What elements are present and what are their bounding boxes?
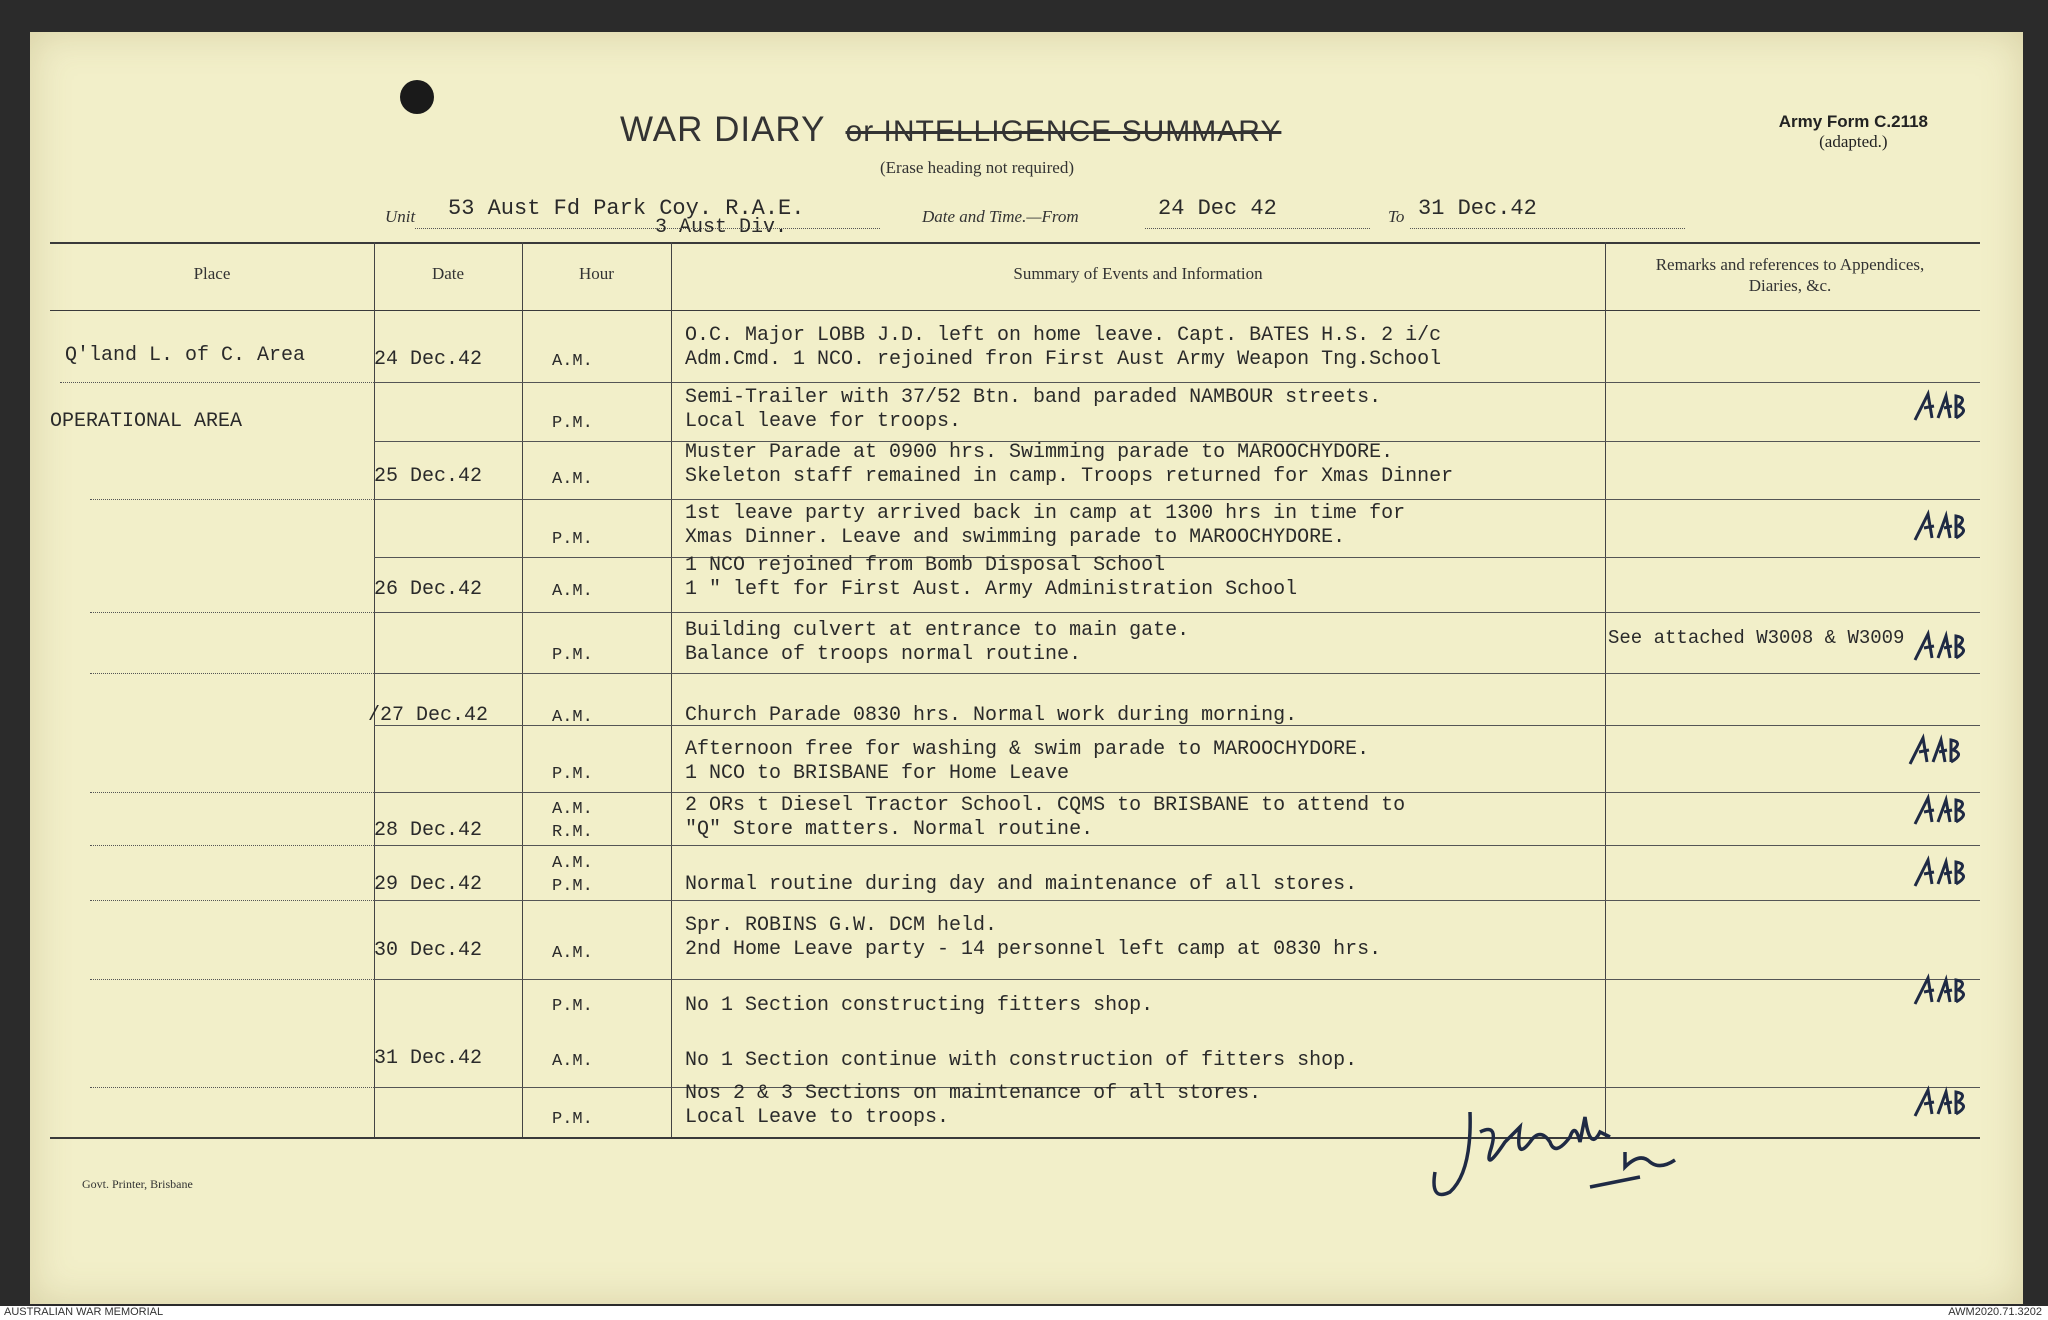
date-entry: /27 Dec.42 — [368, 704, 489, 727]
col-header-remarks: Remarks and references to Appendices, Diaries, &c. — [1655, 255, 1925, 295]
hour-entry: A.M. — [552, 944, 593, 963]
row-rule — [374, 792, 1980, 793]
handwritten-initials-icon — [1910, 972, 1970, 1012]
summary-line: Local leave for troops. — [685, 410, 962, 433]
hour-entry: P.M. — [552, 877, 593, 896]
from-date-value: 24 Dec 42 — [1158, 196, 1277, 221]
printer-imprint: Govt. Printer, Brisbane — [82, 1177, 193, 1191]
summary-line: Local Leave to troops. — [685, 1106, 950, 1129]
summary-line: Building culvert at entrance to main gate. — [685, 619, 1190, 642]
place-entry: OPERATIONAL AREA — [50, 410, 243, 433]
summary-line: 2 ORs t Diesel Tractor School. CQMS to BRISBANE to attend to — [685, 794, 1406, 817]
to-date-value: 31 Dec.42 — [1418, 196, 1537, 221]
place-rule — [90, 673, 374, 674]
archive-caption-strip — [0, 1306, 2048, 1320]
hour-entry: A.M. — [552, 708, 593, 727]
col-divider-place — [374, 242, 375, 1137]
unit-value: 53 Aust Fd Park Coy. R.A.E. — [448, 196, 805, 221]
handwritten-initials-icon — [1905, 732, 1965, 772]
title-war-diary: WAR DIARY — [620, 110, 825, 149]
handwritten-initials-icon — [1910, 388, 1970, 428]
title-struck-intelligence-summary: or INTELLIGENCE SUMMARY — [845, 115, 1282, 148]
hour-entry: A.M. — [552, 800, 593, 819]
date-entry: 29 Dec.42 — [374, 873, 483, 896]
date-entry: 31 Dec.42 — [374, 1047, 483, 1070]
col-header-place: Place — [193, 264, 231, 283]
date-entry: 26 Dec.42 — [374, 578, 483, 601]
summary-line: No 1 Section continue with construction of fitters shop. — [685, 1049, 1358, 1072]
form-reference — [1779, 112, 1928, 152]
page-title — [620, 110, 1281, 150]
col-divider-date — [522, 242, 523, 1137]
summary-line: O.C. Major LOBB J.D. left on home leave. Capt. BATES H.S. 2 i/c — [685, 324, 1442, 347]
hour-entry: A.M. — [552, 1052, 593, 1071]
place-rule — [60, 382, 374, 383]
form-number: Army Form C.2118 — [1778, 112, 1928, 131]
summary-line: Afternoon free for washing & swim parade to MAROOCHYDORE. — [685, 738, 1370, 761]
handwritten-initials-icon — [1910, 854, 1970, 894]
place-rule — [90, 979, 374, 980]
unit-label: Unit — [385, 207, 416, 226]
to-underline — [1410, 228, 1685, 229]
place-rule — [90, 1087, 374, 1088]
handwritten-initials-icon — [1910, 628, 1970, 668]
hour-entry: A.M. — [552, 470, 593, 489]
row-rule — [374, 612, 1980, 613]
handwritten-signature-icon — [1410, 1092, 1770, 1222]
handwritten-initials-icon — [1910, 792, 1970, 832]
archive-caption-right: AWM2020.71.3202 — [1948, 1306, 2042, 1318]
summary-line: Balance of troops normal routine. — [685, 643, 1082, 666]
date-entry: 28 Dec.42 — [374, 819, 483, 842]
place-rule — [90, 499, 374, 500]
summary-line: 1 " left for First Aust. Army Administration School — [685, 578, 1298, 601]
summary-line: 1 NCO to BRISBANE for Home Leave — [685, 762, 1070, 785]
row-rule — [374, 557, 1980, 558]
col-header-hour: Hour — [579, 264, 614, 283]
summary-line: Muster Parade at 0900 hrs. Swimming parade to MAROOCHYDORE. — [685, 441, 1394, 464]
unit-underline — [415, 228, 880, 229]
row-rule — [374, 979, 1980, 980]
row-rule — [374, 673, 1980, 674]
from-underline — [1145, 228, 1370, 229]
table-top-rule — [50, 242, 1980, 244]
summary-line: 2nd Home Leave party - 14 personnel left camp at 0830 hrs. — [685, 938, 1382, 961]
place-entry: Q'land L. of C. Area — [65, 344, 306, 367]
hour-entry: P.M. — [552, 997, 593, 1016]
hour-entry: P.M. — [552, 646, 593, 665]
summary-line: Nos 2 & 3 Sections on maintenance of all stores. — [685, 1082, 1262, 1105]
hour-entry: P.M. — [552, 765, 593, 784]
date-time-label: Date and Time.—From — [922, 207, 1079, 226]
place-rule — [90, 900, 374, 901]
col-divider-summary — [1605, 242, 1606, 1137]
date-entry: 24 Dec.42 — [374, 348, 483, 371]
erase-note: (Erase heading not required) — [880, 158, 1074, 177]
handwritten-initials-icon — [1910, 1084, 1970, 1124]
hour-entry: A.M. — [552, 854, 593, 873]
summary-line: 1st leave party arrived back in camp at 1300 hrs in time for — [685, 502, 1406, 525]
col-header-date: Date — [431, 264, 465, 283]
form-adapted: (adapted.) — [1819, 132, 1888, 151]
war-diary-page — [30, 32, 2023, 1304]
remarks-entry: See attached W3008 & W3009 — [1608, 627, 1905, 649]
summary-line: "Q" Store matters. Normal routine. — [685, 818, 1094, 841]
summary-line: No 1 Section constructing fitters shop. — [685, 994, 1154, 1017]
place-rule — [90, 792, 374, 793]
to-label: To — [1388, 207, 1405, 226]
unit-division: 3 Aust Div. — [655, 216, 788, 239]
summary-line: Semi-Trailer with 37/52 Btn. band paraded NAMBOUR streets. — [685, 386, 1382, 409]
hour-entry: R.M. — [552, 823, 593, 842]
summary-line: Skeleton staff remained in camp. Troops returned for Xmas Dinner — [685, 465, 1454, 488]
hour-entry: A.M. — [552, 582, 593, 601]
row-rule — [374, 900, 1980, 901]
date-entry: 25 Dec.42 — [374, 465, 483, 488]
col-header-summary: Summary of Events and Information — [1013, 264, 1263, 283]
summary-line: Spr. ROBINS G.W. DCM held. — [685, 914, 998, 937]
table-header-rule — [50, 310, 1980, 311]
row-rule — [374, 382, 1980, 383]
row-rule — [374, 845, 1980, 846]
hour-entry: P.M. — [552, 1110, 593, 1129]
date-entry: 30 Dec.42 — [374, 939, 483, 962]
archive-caption-left: AUSTRALIAN WAR MEMORIAL — [4, 1306, 164, 1318]
punch-hole — [400, 80, 434, 114]
summary-line: Normal routine during day and maintenance of all stores. — [685, 873, 1358, 896]
summary-line: 1 NCO rejoined from Bomb Disposal School — [685, 554, 1166, 577]
place-rule — [90, 612, 374, 613]
col-divider-hour — [671, 242, 672, 1137]
summary-line: Church Parade 0830 hrs. Normal work during morning. — [685, 704, 1298, 727]
hour-entry: A.M. — [552, 352, 593, 371]
summary-line: Adm.Cmd. 1 NCO. rejoined fron First Aust Army Weapon Tng.School — [685, 348, 1442, 371]
hour-entry: P.M. — [552, 530, 593, 549]
handwritten-initials-icon — [1910, 508, 1970, 548]
row-rule — [374, 499, 1980, 500]
summary-line: Xmas Dinner. Leave and swimming parade to MAROOCHYDORE. — [685, 526, 1346, 549]
hour-entry: P.M. — [552, 414, 593, 433]
place-rule — [90, 845, 374, 846]
